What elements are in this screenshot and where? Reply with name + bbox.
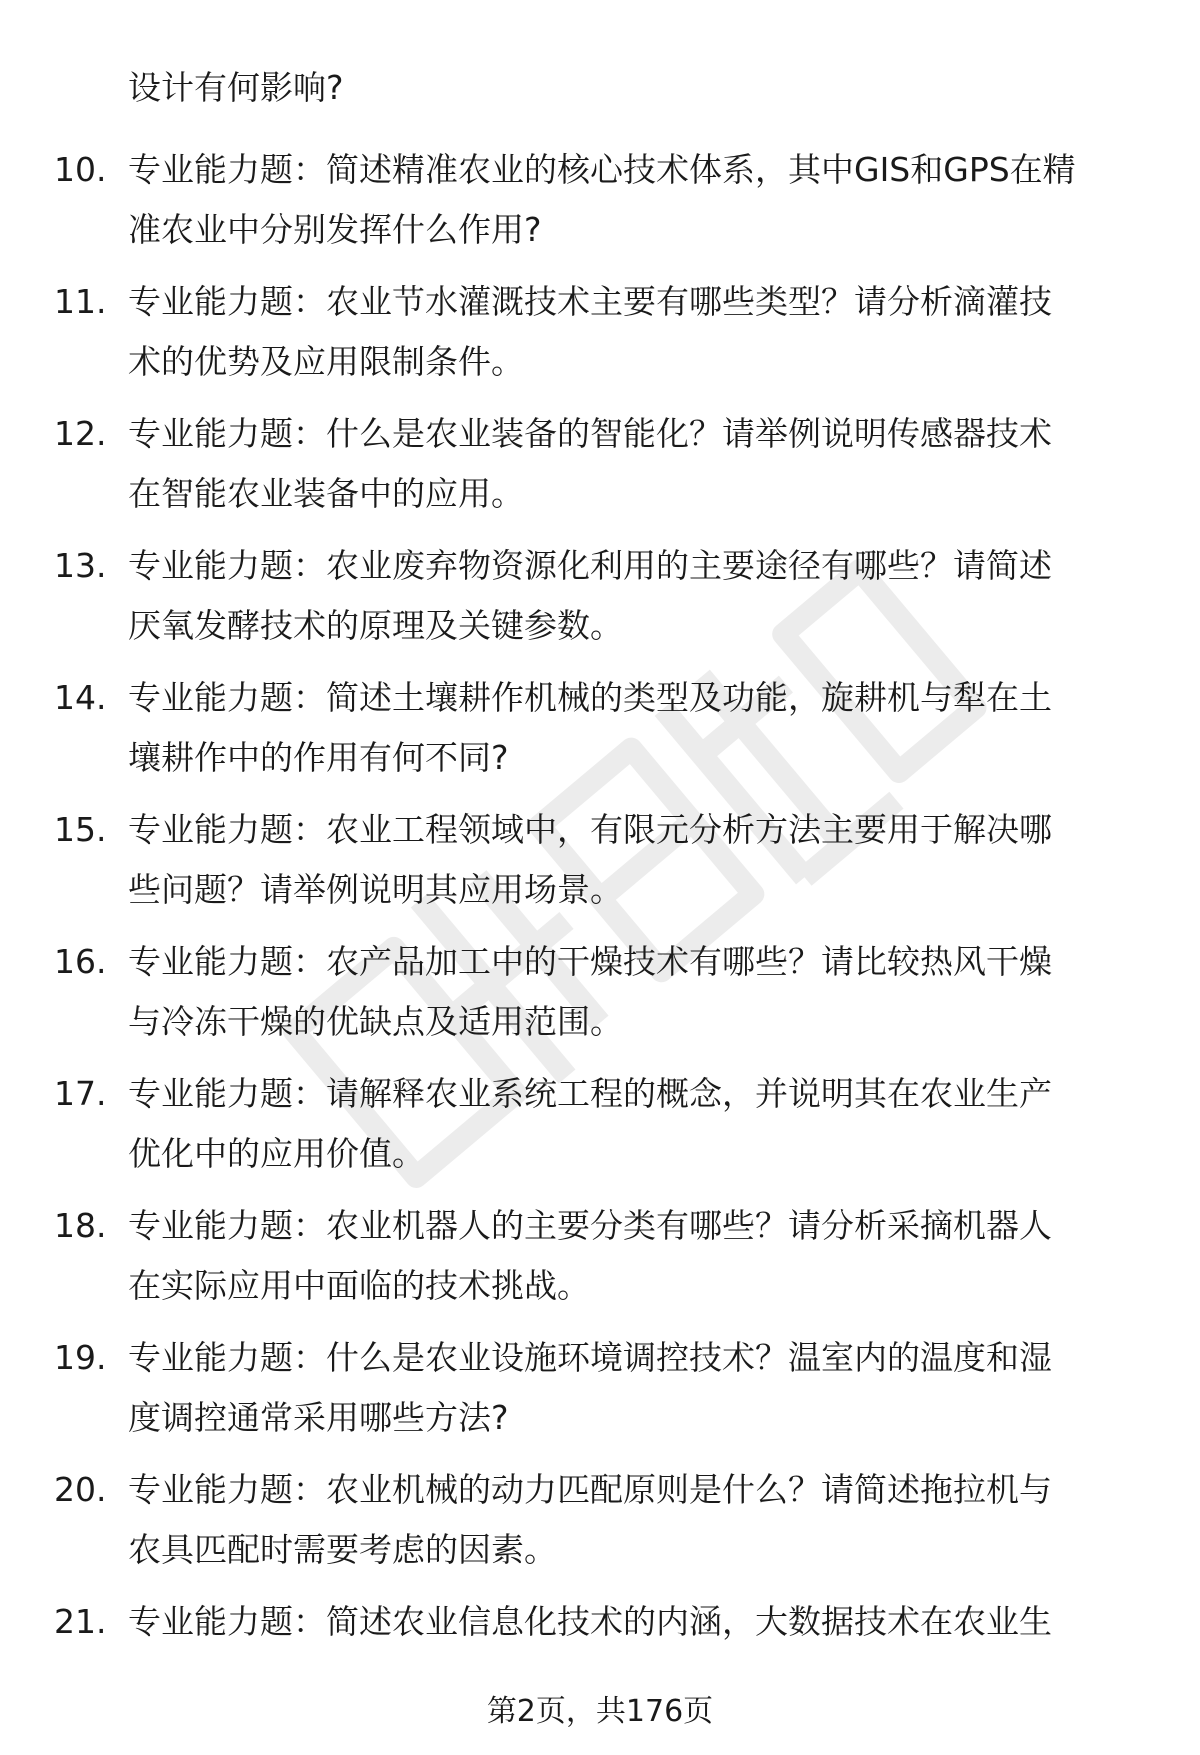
question-number: 14. — [54, 678, 107, 717]
question-text — [128, 404, 1138, 524]
question-text-line: 些问题？请举例说明其应用场景。 — [128, 870, 623, 909]
question-text — [128, 1196, 1138, 1316]
question-item — [0, 668, 1200, 800]
question-number: 13. — [54, 546, 107, 585]
question-text — [128, 1064, 1138, 1184]
question-number: 19. — [54, 1338, 107, 1377]
question-text-line: 专业能力题：什么是农业设施环境调控技术？温室内的温度和湿 — [128, 1338, 1052, 1377]
question-item — [0, 1460, 1200, 1592]
question-number: 12. — [54, 414, 107, 453]
question-text-line: 在智能农业装备中的应用。 — [128, 474, 524, 513]
question-text-line: 准农业中分别发挥什么作用? — [128, 210, 542, 249]
question-text-line: 专业能力题：农业机器人的主要分类有哪些？请分析采摘机器人 — [128, 1206, 1052, 1245]
question-item — [0, 140, 1200, 272]
question-text-line: 专业能力题：什么是农业装备的智能化？请举例说明传感器技术 — [128, 414, 1052, 453]
question-text-line: 与冷冻干燥的优缺点及适用范围。 — [128, 1002, 623, 1041]
question-number: 15. — [54, 810, 107, 849]
question-text-line: 专业能力题：农业工程领域中，有限元分析方法主要用于解决哪 — [128, 810, 1052, 849]
question-number: 17. — [54, 1074, 107, 1113]
question-text — [128, 668, 1138, 788]
question-number: 16. — [54, 942, 107, 981]
question-text-line: 专业能力题：农产品加工中的干燥技术有哪些？请比较热风干燥 — [128, 942, 1052, 981]
question-text-line: 专业能力题：农业节水灌溉技术主要有哪些类型？请分析滴灌技 — [128, 282, 1052, 321]
question-item — [0, 1328, 1200, 1460]
question-number: 21. — [54, 1602, 107, 1641]
question-text-line: 专业能力题：农业机械的动力匹配原则是什么？请简述拖拉机与 — [128, 1470, 1052, 1509]
question-text — [128, 800, 1138, 920]
question-text-line: 壤耕作中的作用有何不同? — [128, 738, 509, 777]
question-number: 10. — [54, 150, 107, 189]
question-text — [128, 1592, 1138, 1652]
question-text — [128, 272, 1138, 392]
question-number: 20. — [54, 1470, 107, 1509]
question-item — [0, 1064, 1200, 1196]
question-text-line: 专业能力题：简述土壤耕作机械的类型及功能，旋耕机与犁在土 — [128, 678, 1052, 717]
question-text-line: 专业能力题：农业废弃物资源化利用的主要途径有哪些？请简述 — [128, 546, 1052, 585]
question-text — [128, 1328, 1138, 1448]
question-list — [0, 140, 1200, 1724]
question-number: 18. — [54, 1206, 107, 1245]
question-text — [128, 536, 1138, 656]
question-item — [0, 404, 1200, 536]
question-text — [128, 1460, 1138, 1580]
question-text — [128, 932, 1138, 1052]
question-text — [128, 140, 1138, 260]
question-text-line: 专业能力题：简述精准农业的核心技术体系，其中GIS和GPS在精 — [128, 150, 1076, 189]
question-text-line: 术的优势及应用限制条件。 — [128, 342, 524, 381]
question-item — [0, 536, 1200, 668]
question-text-line: 厌氧发酵技术的原理及关键参数。 — [128, 606, 623, 645]
page-footer: 第2页，共176页 — [486, 1694, 714, 1729]
question-item — [0, 932, 1200, 1064]
question-text-line: 优化中的应用价值。 — [128, 1134, 425, 1173]
question-item — [0, 272, 1200, 404]
question-text-line: 专业能力题：简述农业信息化技术的内涵，大数据技术在农业生 — [128, 1602, 1052, 1641]
question-text-line: 度调控通常采用哪些方法? — [128, 1398, 509, 1437]
question-text-line: 农具匹配时需要考虑的因素。 — [128, 1530, 557, 1569]
question-text-line: 专业能力题：请解释农业系统工程的概念，并说明其在农业生产 — [128, 1074, 1052, 1113]
question-item — [0, 800, 1200, 932]
question-item — [0, 1196, 1200, 1328]
continuation-text: 设计有何影响? — [128, 68, 344, 107]
question-text-line: 在实际应用中面临的技术挑战。 — [128, 1266, 590, 1305]
question-number: 11. — [54, 282, 107, 321]
